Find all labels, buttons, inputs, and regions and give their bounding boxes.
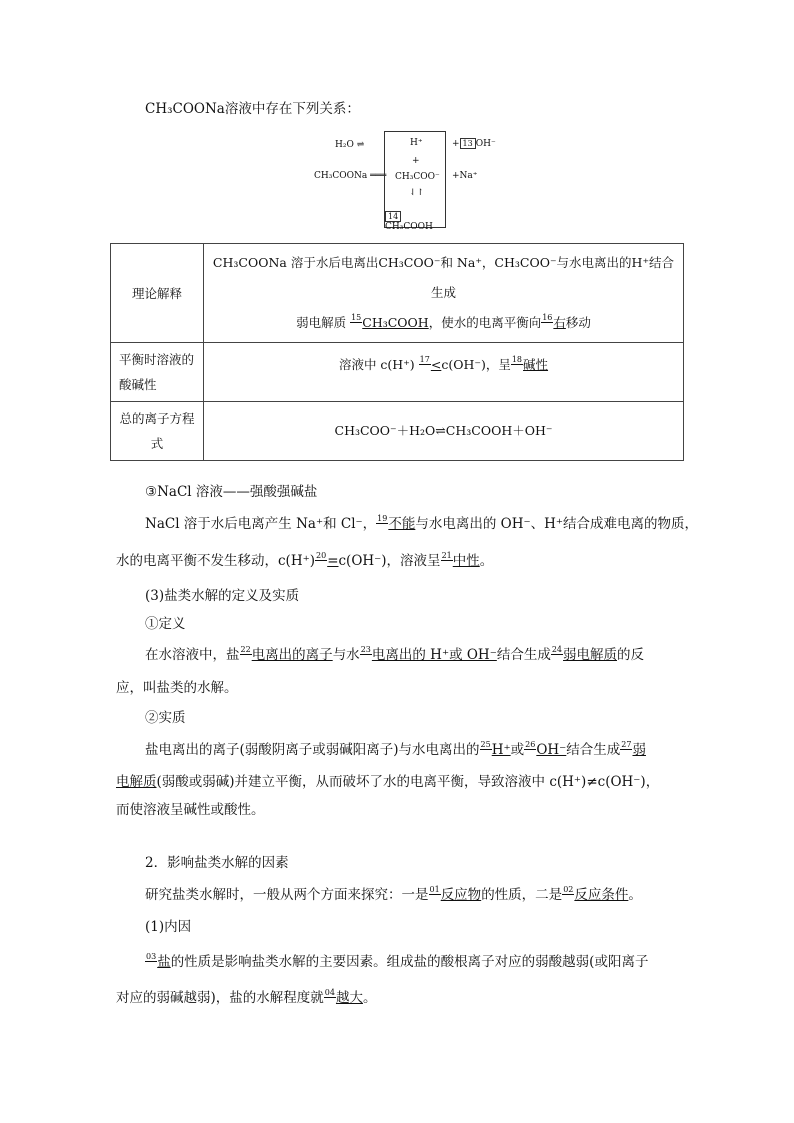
answer-03: 盐 bbox=[157, 954, 171, 970]
answer-tag-17: 17 bbox=[419, 355, 430, 364]
answer-18: 碱性 bbox=[523, 357, 549, 372]
answer-21: 中性 bbox=[452, 553, 480, 569]
answer-tag-04: 04 bbox=[324, 988, 335, 997]
answer-17: < bbox=[430, 357, 442, 372]
internal-factor-line-1: 03盐的性质是影响盐类水解的主要因素。组成盐的酸根离子对应的弱酸越弱(或阳离子 bbox=[146, 952, 649, 970]
definition-line-2: 应，叫盐类的水解。 bbox=[116, 680, 238, 696]
diagram-na: +Na⁺ bbox=[452, 171, 478, 181]
answer-tag-22: 22 bbox=[240, 645, 251, 654]
diagram-hplus: H⁺ bbox=[410, 138, 423, 148]
diagram-h2o: H₂O ⇌ bbox=[335, 140, 365, 150]
theory-line-2: 弱电解质 15CH₃COOH，使水的电离平衡向16右移动 bbox=[296, 313, 591, 330]
answer-24: 弱电解质 bbox=[563, 647, 618, 663]
nacl-heading: ③NaCl 溶液——强酸强碱盐 bbox=[145, 484, 318, 500]
answer-25: H⁺ bbox=[491, 742, 511, 758]
answer-tag-02: 02 bbox=[563, 885, 574, 894]
table-cell-equation: CH₃COO⁻＋H₂O⇌CH₃COOH＋OH⁻ bbox=[204, 402, 684, 461]
theory-line-1: CH₃COONa 溶于水后电离出CH₃COO⁻和 Na⁺，CH₃COO⁻与水电离出的H⁺结合生成 bbox=[212, 255, 675, 300]
hydrolysis-diagram bbox=[310, 128, 510, 232]
essence-line-2: 电解质(弱酸或弱碱)并建立平衡，从而破坏了水的电离平衡，导致溶液中 c(H⁺)≠c(OH⁻)， bbox=[116, 774, 660, 790]
nacl-line-2: 水的电离平衡不发生移动，c(H⁺)20=c(OH⁻)，溶液呈21中性。 bbox=[116, 551, 494, 569]
answer-tag-19: 19 bbox=[377, 514, 388, 523]
table-head-acidity: 平衡时溶液的酸碱性 bbox=[111, 343, 204, 402]
answer-16: 右 bbox=[553, 315, 566, 330]
table-row bbox=[111, 244, 684, 343]
answer-22: 电离出的离子 bbox=[251, 647, 333, 663]
table-head-theory: 理论解释 bbox=[111, 244, 204, 343]
answer-20: = bbox=[327, 553, 339, 569]
answer-tag-18: 18 bbox=[511, 355, 523, 364]
answer-19: 不能 bbox=[388, 516, 416, 532]
answer-23: 电离出的 H⁺或 OH⁻ bbox=[371, 647, 497, 663]
diagram-ch3coona: CH₃COONa ═══ bbox=[314, 171, 387, 181]
factors-intro: 研究盐类水解时，一般从两个方面来探究：一是01反应物的性质，二是02反应条件。 bbox=[145, 885, 642, 903]
table-cell-theory bbox=[204, 244, 684, 343]
diagram-ch3coo: CH₃COO⁻ bbox=[395, 172, 440, 182]
diagram-box bbox=[384, 131, 446, 232]
diagram-acid-label: CH₃COOH bbox=[385, 222, 433, 232]
diagram-oh: + 13 OH⁻ bbox=[452, 139, 496, 149]
essence-heading: ②实质 bbox=[145, 710, 186, 726]
acetate-table bbox=[110, 243, 684, 461]
section-2-heading: 2．影响盐类水解的因素 bbox=[145, 855, 289, 871]
internal-factor-heading: (1)内因 bbox=[145, 919, 192, 935]
answer-tag-24: 24 bbox=[551, 645, 563, 654]
definition-section-heading: (3)盐类水解的定义及实质 bbox=[145, 588, 300, 604]
table-row bbox=[111, 343, 684, 402]
answer-tag-27: 27 bbox=[621, 740, 632, 749]
answer-04: 越大 bbox=[335, 990, 363, 1006]
internal-factor-line-2: 对应的弱碱越弱)，盐的水解程度就04越大。 bbox=[116, 988, 377, 1006]
answer-tag-25: 25 bbox=[480, 740, 491, 749]
answer-tag-20: 20 bbox=[316, 551, 327, 560]
essence-line-3: 而使溶液呈碱性或酸性。 bbox=[116, 802, 265, 818]
answer-02: 反应条件 bbox=[574, 887, 629, 903]
table-head-equation: 总的离子方程式 bbox=[111, 402, 204, 461]
table-row bbox=[111, 402, 684, 461]
answer-01: 反应物 bbox=[440, 887, 482, 903]
nacl-line-1: NaCl 溶于水后电离产生 Na⁺和 Cl⁻，19不能与水电离出的 OH⁻、H⁺结合成难电离的物质， bbox=[145, 514, 698, 532]
answer-15: CH₃COOH bbox=[362, 315, 429, 330]
table-cell-acidity: 溶液中 c(H⁺) 17<c(OH⁻)，呈18碱性 bbox=[204, 343, 684, 402]
intro-text: CH₃COONa溶液中存在下列关系： bbox=[145, 101, 360, 117]
diagram-acid bbox=[385, 211, 445, 232]
definition-line-1: 在水溶液中，盐22电离出的离子与水23电离出的 H⁺或 OH⁻结合生成24弱电解质的反 bbox=[145, 645, 645, 663]
answer-tag-23: 23 bbox=[360, 645, 371, 654]
answer-tag-01: 01 bbox=[429, 885, 440, 894]
answer-tag-16: 16 bbox=[542, 313, 553, 322]
answer-tag-15: 15 bbox=[351, 313, 362, 322]
diagram-oh-tag: 13 bbox=[460, 138, 476, 149]
answer-tag-03: 03 bbox=[146, 952, 157, 961]
diagram-oh-label: OH⁻ bbox=[475, 139, 496, 149]
diagram-plus: + bbox=[412, 156, 420, 166]
answer-tag-21: 21 bbox=[441, 551, 452, 560]
answer-tag-26: 26 bbox=[525, 740, 536, 749]
essence-line-1: 盐电离出的离子(弱酸阴离子或弱碱阳离子)与水电离出的25H⁺或26OH⁻结合生成27弱 bbox=[145, 740, 646, 758]
diagram-acid-tag: 14 bbox=[385, 211, 401, 222]
definition-heading: ①定义 bbox=[145, 616, 186, 632]
answer-27-cont: 电解质 bbox=[116, 774, 157, 790]
answer-26: OH⁻ bbox=[536, 742, 567, 758]
diagram-equilibrium-arrow: ⇃↾ bbox=[409, 188, 425, 198]
answer-27: 弱 bbox=[632, 742, 646, 758]
